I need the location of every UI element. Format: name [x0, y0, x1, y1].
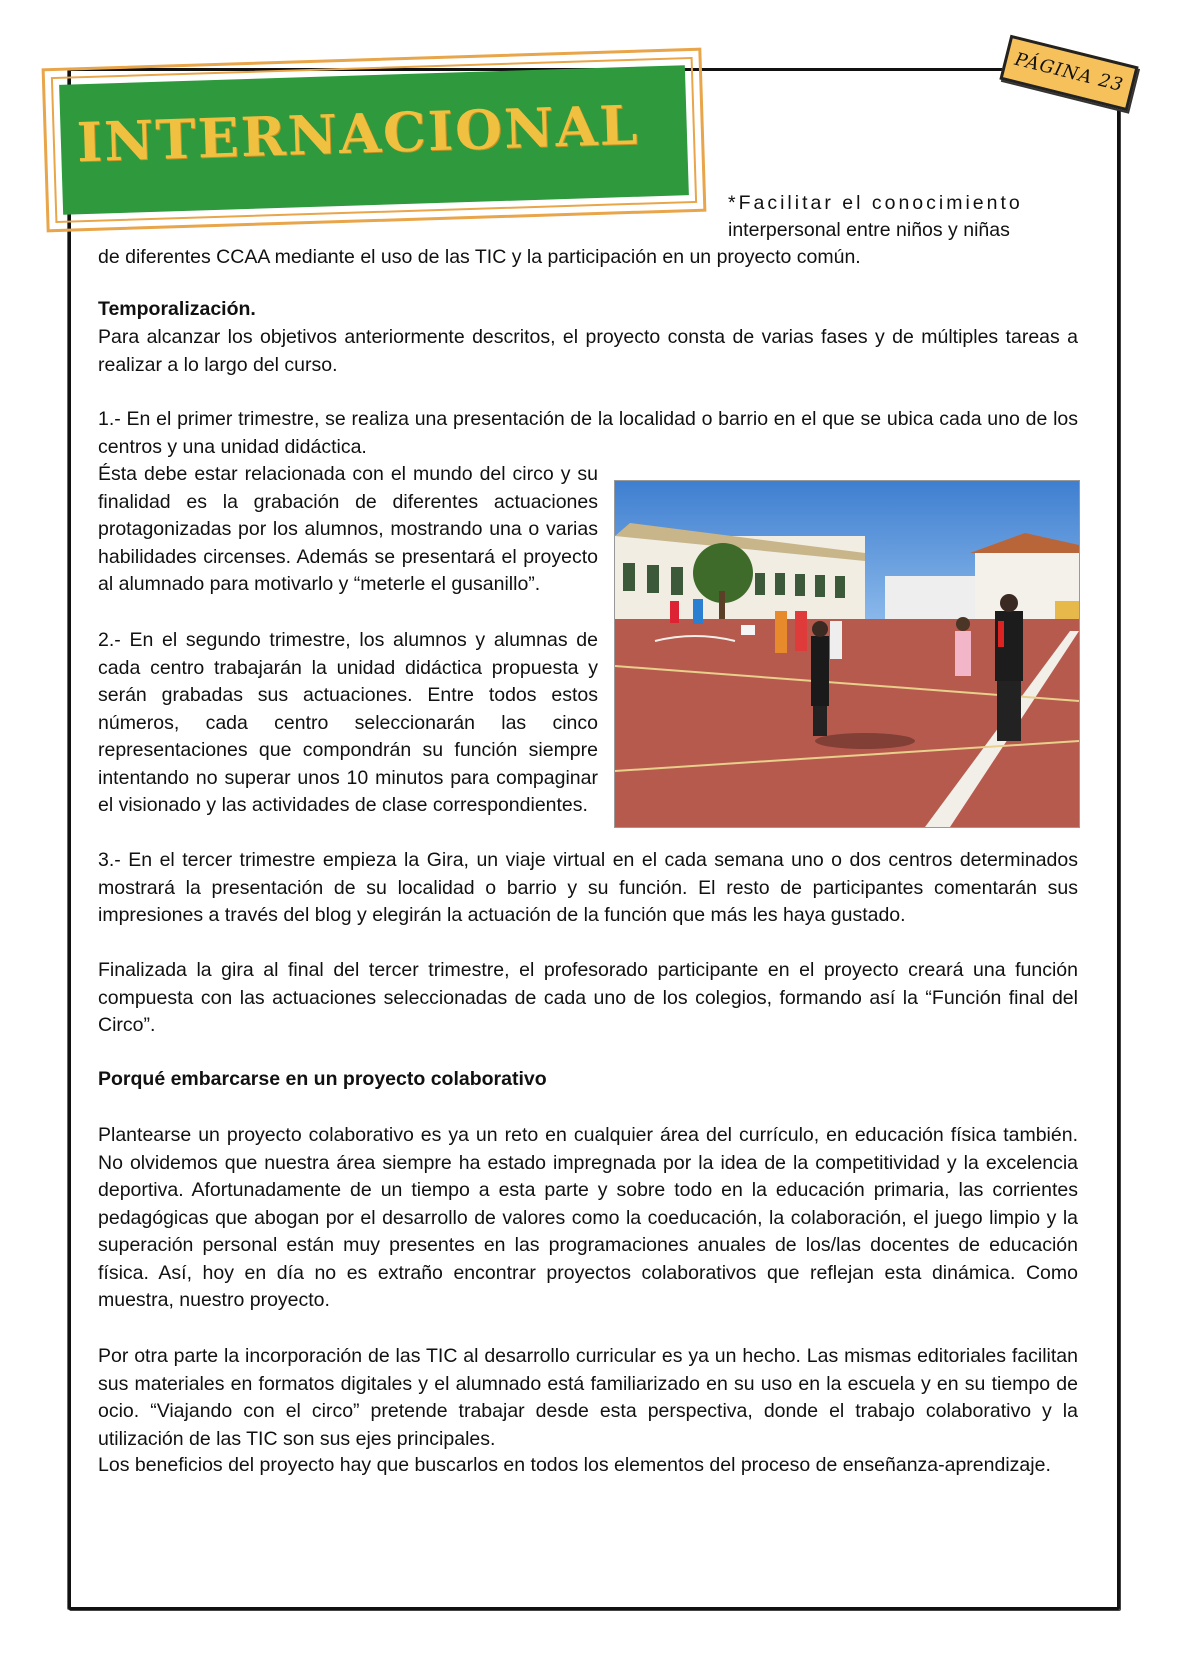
- section-banner: [42, 48, 707, 233]
- paragraph-phase2: 2.- En el segundo trimestre, los alumnos y alumnas de cada centro trabajarán la unidad didáctica propuesta y serán grabadas sus actuaciones. Entre todos estos números, cada centro seleccionarán las cinco representaciones que compondrán su función siempre intentando no superar unos 10 minutos para compaginar el visionado y las actividades de clase correspondientes.: [98, 629, 598, 816]
- paragraph-temporalizacion: Para alcanzar los objetivos anteriormente descritos, el proyecto consta de varias fases y de múltiples tareas a realizar a lo largo del curso.: [98, 326, 1078, 376]
- intro-line-3: de diferentes CCAA mediante el uso de las TIC y la participación en un proyecto común.: [98, 246, 861, 268]
- paragraph-final: Finalizada la gira al final del tercer trimestre, el profesorado participante en el proyecto creará una función compuesta con las actuaciones seleccionadas de cada uno de los colegios, formando así la “Función final del Circo”.: [98, 959, 1078, 1036]
- paragraph-phase1-cont: Ésta debe estar relacionada con el mundo del circo y su finalidad es la grabación de diferentes actuaciones protagonizadas por los alumnos, mostrando una o varias habilidades circenses. Además se presentará el proyecto al alumnado para motivarlo y “meterle el gusanillo”.: [98, 463, 598, 595]
- intro-line-1: *Facilitar el conocimiento: [728, 192, 1023, 214]
- intro-line-2: interpersonal entre niños y niñas: [728, 219, 1010, 241]
- intro-lines: [728, 190, 1078, 244]
- paragraph-porque-1: Plantearse un proyecto colaborativo es ya un reto en cualquier área del currículo, en educación física también. No olvidemos que nuestra área siempre ha estado impregnada por la idea de la competitividad y la excelencia deportiva. Afortunadamente de un tiempo a esta parte y sobre todo en la educación primaria, las corrientes pedagógicas que abogan por el desarrollo de valores como la coeducación, la colaboración, el juego limpio y la superación personal están muy presentes en las programaciones anuales de los/las docentes de educación física. Así, hoy en día no es extraño encontrar proyectos colaborativos que reflejan esta dinámica. Como muestra, nuestro proyecto.: [98, 1124, 1078, 1311]
- heading-temporalizacion: Temporalización.: [98, 298, 256, 320]
- paragraph-porque-2: Por otra parte la incorporación de las TIC al desarrollo curricular es ya un hecho. Las mismas editoriales facilitan sus materiales en formatos digitales y el alumnado está familiarizado en su uso en la escuela y en su tiempo de ocio. “Viajando con el circo” pretende trabajar desde esta perspectiva, donde el trabajo colaborativo y la utilización de las TIC son sus ejes principales.: [98, 1345, 1078, 1450]
- heading-porque: Porqué embarcarse en un proyecto colaborativo: [98, 1068, 547, 1090]
- section-title: INTERNACIONAL: [75, 92, 641, 175]
- paragraph-porque-3: Los beneficios del proyecto hay que buscarlos en todos los elementos del proceso de enseñanza-aprendizaje.: [98, 1454, 1051, 1476]
- paragraph-phase1-intro: 1.- En el primer trimestre, se realiza una presentación de la localidad o barrio en el que se ubica cada uno de los centros y una unidad didáctica.: [98, 408, 1078, 458]
- paragraph-phase3: 3.- En el tercer trimestre empieza la Gira, un viaje virtual en el cada semana uno o dos centros determinados mostrará la presentación de su localidad o barrio y su función. El resto de participantes comentarán sus impresiones a través del blog y elegirán la actuación de la función que más les haya gustado.: [98, 849, 1078, 926]
- schoolyard-photo: [614, 480, 1080, 828]
- schoolyard-photo-image: [615, 481, 1079, 827]
- page-number-label: PÁGINA 23: [1012, 48, 1126, 97]
